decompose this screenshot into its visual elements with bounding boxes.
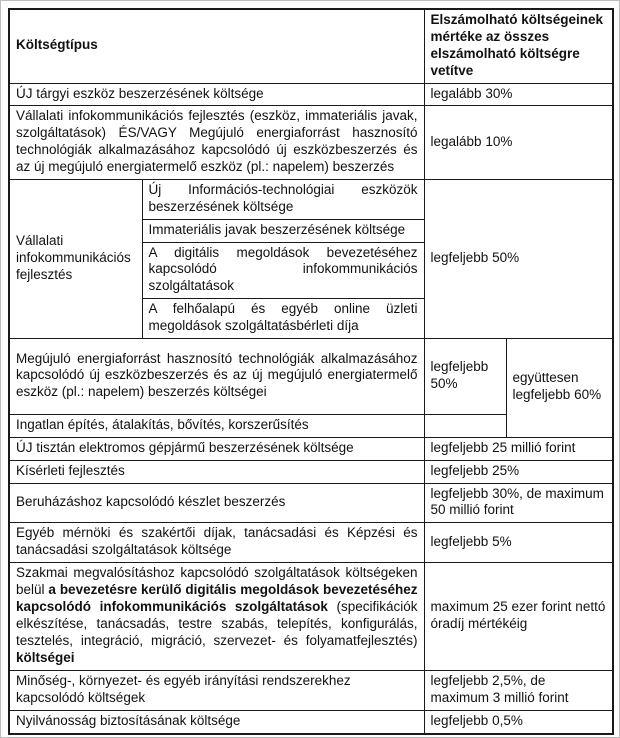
table-row-beruhazas (9, 483, 613, 523)
table-row-egyeb-mernoki (9, 523, 613, 563)
table-header-row (9, 9, 613, 83)
cost-label: Vállalati infokommunikációs fejlesztés (eszköz, immateriális javak, szolgáltatások) ÉS/VAGY Megújuló energiaforrást hasznosító technológiák alkalmazásához kapcsolódó új eszközbeszerzés és az új megújuló energiatermelő eszköz (pl.: napelem) beszerzés (9, 106, 424, 180)
table-row-group-item-1 (9, 179, 613, 219)
cost-label: Minőség-, környezet- és egyéb irányítási rendszerekhez kapcsolódó költségek (9, 671, 424, 711)
joint-cost-value: együttesen legfeljebb 60% (506, 338, 613, 437)
cost-label: Egyéb mérnöki és szakértői díjak, tanácsadási és Képzési és tanácsadási szolgáltatások költsége (9, 523, 424, 563)
cost-label: Beruházáshoz kapcsolódó készlet beszerzés (9, 483, 424, 523)
cost-value: legalább 10% (424, 106, 613, 180)
cost-value: maximum 25 ezer forint nettó óradíj mértékéig (424, 563, 613, 671)
table-row-uj-targyi (9, 83, 613, 106)
cost-value: legfeljebb 30%, de maximum 50 millió forint (424, 483, 613, 523)
group-label: Vállalati infokommunikációs fejlesztés (9, 179, 142, 338)
cost-value: legfeljebb 25% (424, 460, 613, 483)
header-cost-type: Költségtípus (9, 9, 424, 83)
table-row-minoseg (9, 671, 613, 711)
cost-value: legfeljebb 5% (424, 523, 613, 563)
cost-label: ÚJ tisztán elektromos gépjármű beszerzésének költsége (9, 437, 424, 460)
table-row-nyilvanossag (9, 710, 613, 733)
cost-value-empty (424, 414, 506, 437)
cost-label: Ingatlan építés, átalakítás, bővítés, korszerűsítés (9, 414, 424, 437)
cost-label: ÚJ tárgyi eszköz beszerzésének költsége (9, 83, 424, 106)
cost-label: Kísérleti fejlesztés (9, 460, 424, 483)
group-item: Immateriális javak beszerzésének költsége (142, 219, 424, 242)
cost-table (8, 8, 614, 735)
cost-value: legfeljebb 2,5%, de maximum 3 millió forint (424, 671, 613, 711)
cost-value: legfeljebb 0,5% (424, 710, 613, 733)
group-item: A felhőalapú és egyéb online üzleti megoldások szolgáltatásbérleti díja (142, 299, 424, 339)
table-row-elektromos (9, 437, 613, 460)
cost-label-rich: Szakmai megvalósításhoz kapcsolódó szolgáltatások költségeken belül a bevezetésre kerülő digitális megoldások bevezetéséhez kapcsolódó infokommunikációs szolgáltatások (specifikációk elkészítése, tanácsadás, testre szabás, telepítés, konfigurálás, tesztelés, integráció, migráció, szervezet- és folyamatfejlesztés) költségei (9, 563, 424, 671)
table-row-vallalati-kombinalt (9, 106, 613, 180)
cost-value: legfeljebb 50% (424, 338, 506, 414)
header-rate: Elszámolható költségeinek mértéke az összes elszámolható költségre vetítve (424, 9, 613, 83)
cost-value: legalább 30% (424, 83, 613, 106)
group-item: Új Információs-technológiai eszközök beszerzésének költsége (142, 179, 424, 219)
cost-value: legfeljebb 25 millió forint (424, 437, 613, 460)
group-item: A digitális megoldások bevezetéséhez kapcsolódó infokommunikációs szolgáltatások (142, 242, 424, 299)
table-row-szakmai (9, 563, 613, 671)
table-row-kiserleti (9, 460, 613, 483)
cost-label: Megújuló energiaforrást hasznosító technológiák alkalmazásához kapcsolódó új eszközbeszerzés és az új megújuló energiatermelő eszköz (pl.: napelem) beszerzés költségei (9, 338, 424, 414)
cost-label: Nyilvánosság biztosításának költsége (9, 710, 424, 733)
table-row-megujulo (9, 338, 613, 414)
group-value: legfeljebb 50% (424, 179, 613, 338)
